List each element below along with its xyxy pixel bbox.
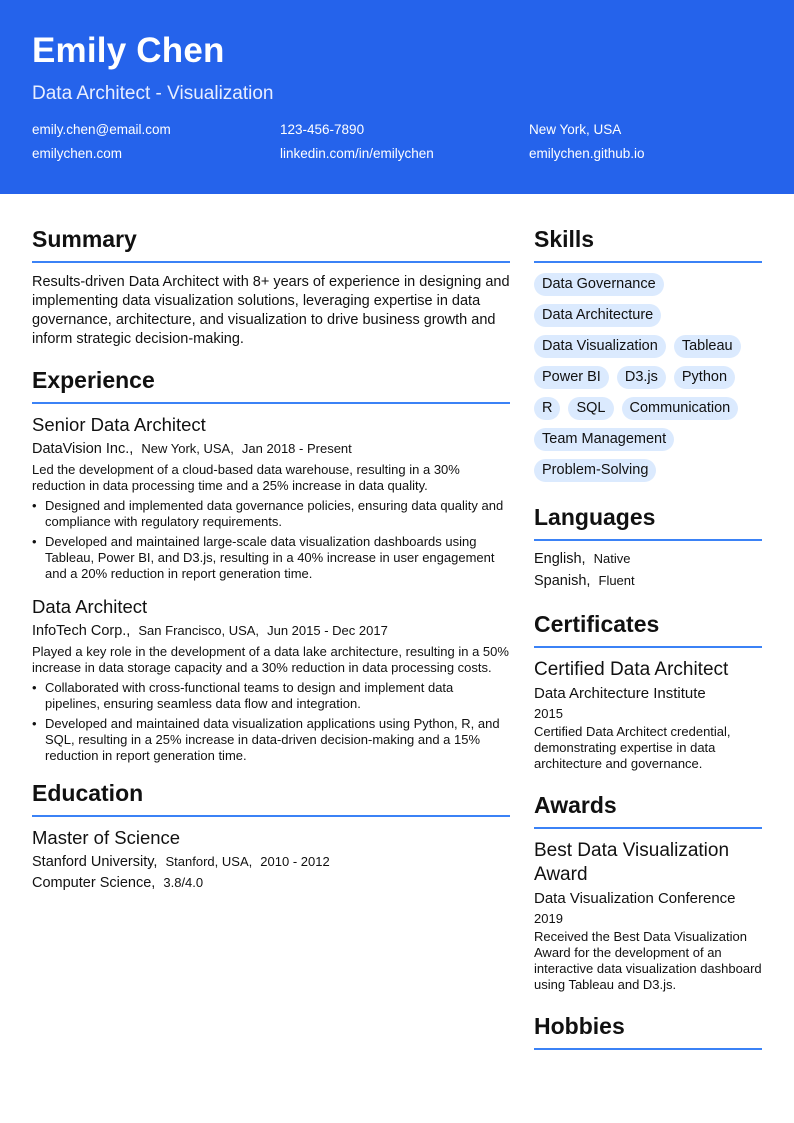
job-location: San Francisco, USA, [138,623,260,638]
skill-chip: Power BI [534,366,609,389]
contact-location: New York, USA [529,122,622,137]
language-item [534,573,762,589]
certificate-description: Certified Data Architect credential, demonstrating expertise in data architecture and governance. [534,724,731,771]
contact-email[interactable]: emily.chen@email.com [32,122,171,137]
award-title: Best Data Visualization Award [534,840,730,885]
candidate-title: Data Architect - Visualization [32,83,274,104]
education-field-row [32,875,510,891]
job-bullet: • Designed and implemented data governance policies, ensuring data quality and compliance with regulatory requirements. [32,498,510,530]
experience-heading: Experience [32,367,510,404]
summary-text: Results-driven Data Architect with 8+ years of experience in designing and implementing data visualization solutions, leveraging expertise in data governance, architecture, and visualization to drive business growth and inform strategic decision-making. [32,274,510,347]
education-field: Computer Science, [32,875,156,891]
education-degree: Master of Science [32,827,181,848]
job-dates: Jun 2015 - Dec 2017 [267,623,388,638]
certificate-year: 2015 [534,706,563,721]
job-bullets [32,498,510,582]
left-column [32,226,510,896]
language-name: Spanish, [534,573,591,589]
resume-header [0,0,794,194]
skill-chip: Communication [622,397,739,420]
education-heading: Education [32,780,510,817]
language-level: Native [593,551,631,566]
education-dates: 2010 - 2012 [260,854,330,869]
job-meta [32,441,510,457]
skill-chip: Data Governance [534,273,664,296]
job-description: Led the development of a cloud-based data warehouse, resulting in a 30% reduction in data processing time and a 25% increase in data quality. [32,462,460,493]
award-description: Received the Best Data Visualization Award for the development of an interactive data visualization dashboard using Tableau and D3.js. [534,929,762,992]
certificates-heading: Certificates [534,611,762,648]
skill-chip: Data Visualization [534,335,666,358]
job-bullet: • Developed and maintained large-scale data visualization dashboards using Tableau, Power BI, and D3.js, resulting in a 40% increase in user engagement and a 20% reduction in report generation time. [32,534,510,582]
job-description: Played a key role in the development of a data lake architecture, resulting in a 50% increase in data storage capacity and a 30% reduction in data processing costs. [32,644,509,675]
contact-phone[interactable]: 123-456-7890 [280,122,365,137]
languages-heading: Languages [534,504,762,541]
contact-linkedin[interactable]: linkedin.com/in/emilychen [280,146,434,161]
job-entry [32,414,510,582]
summary-heading: Summary [32,226,510,263]
skill-chip: Python [674,366,735,389]
job-company: InfoTech Corp., [32,623,131,639]
education-location: Stanford, USA, [165,854,253,869]
job-bullet: • Collaborated with cross-functional teams to design and implement data pipelines, ensuring seamless data flow and integration. [32,680,510,712]
hobbies-heading: Hobbies [534,1013,762,1050]
certificate-issuer: Data Architecture Institute [534,685,706,702]
job-dates: Jan 2018 - Present [241,441,352,456]
candidate-name: Emily Chen [32,31,225,70]
education-school-row [32,854,510,870]
job-bullet: • Developed and maintained data visualization applications using Python, R, and SQL, resulting in a 25% increase in data-driven decision-making and a 15% reduction in report generation time. [32,716,510,764]
award-issuer: Data Visualization Conference [534,890,736,907]
language-level: Fluent [598,573,635,588]
skill-chip: R [534,397,560,420]
language-item [534,551,762,567]
skill-chip: SQL [568,397,613,420]
skills-heading: Skills [534,226,762,263]
contact-website[interactable]: emilychen.com [32,146,123,161]
languages-list [534,551,762,589]
job-location: New York, USA, [141,441,234,456]
contact-github[interactable]: emilychen.github.io [529,146,645,161]
skill-chip: Problem-Solving [534,459,656,482]
awards-heading: Awards [534,792,762,829]
job-bullets [32,680,510,764]
right-column [534,226,762,1060]
certificate-title: Certified Data Architect [534,659,729,680]
skills-list [534,273,762,482]
job-company: DataVision Inc., [32,441,134,457]
skill-chip: D3.js [617,366,666,389]
job-meta [32,623,510,639]
education-school: Stanford University, [32,854,158,870]
skill-chip: Team Management [534,428,674,451]
award-year: 2019 [534,911,563,926]
skill-chip: Tableau [674,335,741,358]
job-entry [32,596,510,764]
education-gpa: 3.8/4.0 [163,875,204,890]
skill-chip: Data Architecture [534,304,661,327]
job-title: Senior Data Architect [32,414,206,435]
language-name: English, [534,551,586,567]
job-title: Data Architect [32,596,148,617]
